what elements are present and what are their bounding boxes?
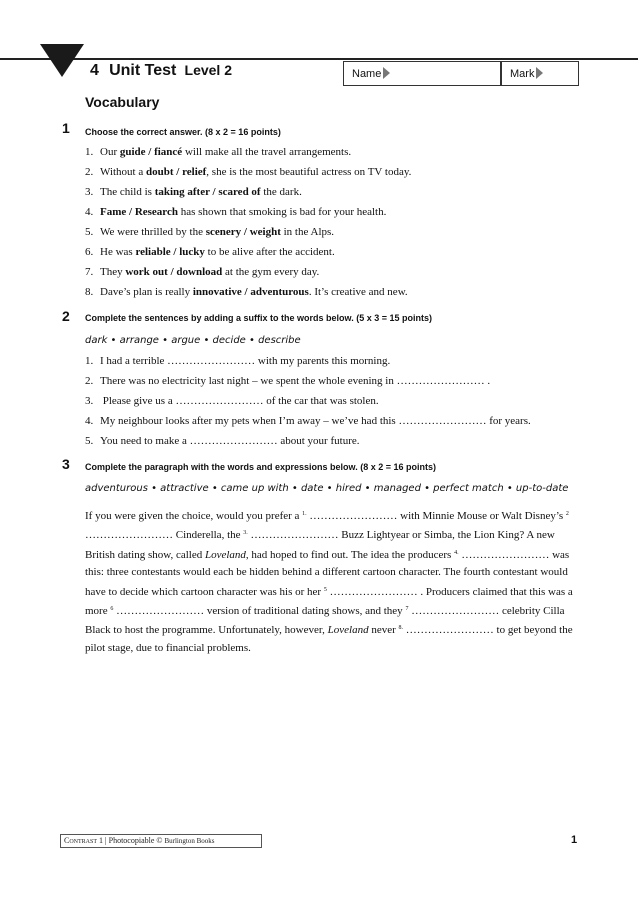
exercise-2-item xyxy=(85,395,379,407)
item-text: Please give us a …………………… of the car that was stolen. xyxy=(100,395,379,407)
paragraph-text: …………………… Buzz Lightyear or Simba, the Lion King? A new British dating show, called xyxy=(85,529,555,561)
name-label: Name xyxy=(352,68,382,80)
item-number: 4. xyxy=(85,415,94,427)
footer-credit: Contrast 1 | Photocopiable © Burlington Books xyxy=(60,834,262,848)
item-choice: scenery / weight xyxy=(205,226,281,238)
exercise-1-item xyxy=(85,286,408,298)
exercise-2-item xyxy=(85,415,531,427)
mark-label: Mark xyxy=(510,68,535,80)
name-arrow-icon xyxy=(383,67,390,79)
paragraph-text: If you were given the choice, would you prefer a xyxy=(85,510,303,522)
item-number: 1. xyxy=(85,355,94,367)
show-title: Loveland xyxy=(204,548,246,561)
item-number: 8. xyxy=(85,286,94,298)
exercise-1-item xyxy=(85,266,319,278)
header-rule xyxy=(0,58,638,60)
item-number: 6. xyxy=(85,246,94,258)
item-choice: innovative / adventurous xyxy=(192,286,309,298)
exercise-1-item xyxy=(85,206,386,218)
gap-number: 8. xyxy=(398,625,404,632)
exercise-2-item xyxy=(85,375,490,387)
gap-number: 2 xyxy=(565,511,569,517)
item-text: will make all the travel arrangements. xyxy=(182,146,352,158)
exercise-1-item xyxy=(85,246,335,258)
level-label: Level 2 xyxy=(184,62,232,78)
paragraph-text: , had hoped to find out. The idea the producers xyxy=(245,548,455,561)
header-triangle-marker xyxy=(40,44,84,77)
paragraph-text: never xyxy=(368,624,399,637)
exercise-1-item xyxy=(85,226,334,238)
item-text: to be alive after the accident. xyxy=(204,246,335,258)
unit-number: 4 xyxy=(90,62,99,79)
item-text: We were thrilled by the xyxy=(100,226,206,238)
item-text: My neighbour looks after my pets when I’m away – we’ve had this …………………… for years. xyxy=(100,415,531,427)
paragraph-text: …………………… . Producers claimed that this was a more xyxy=(85,585,573,618)
item-number: 2. xyxy=(85,166,94,178)
exercise-3-paragraph xyxy=(85,506,585,657)
gap-number: 6 xyxy=(110,606,114,613)
exercise-3-instruction: Complete the paragraph with the words and expressions below. (8 x 2 = 16 points) xyxy=(85,462,436,472)
item-text: Dave’s plan is really xyxy=(100,286,193,298)
item-number: 3. xyxy=(85,186,94,198)
item-choice: doubt / relief xyxy=(146,166,207,178)
exercise-2-item xyxy=(85,355,390,367)
item-text: has shown that smoking is bad for your health. xyxy=(178,206,387,218)
item-text: Without a xyxy=(100,166,146,178)
unit-title xyxy=(90,62,232,80)
show-title: Loveland xyxy=(327,624,369,637)
item-number: 2. xyxy=(85,375,94,387)
item-text: in the Alps. xyxy=(280,226,335,238)
item-text: at the gym every day. xyxy=(222,266,320,278)
page-number: 1 xyxy=(571,834,578,846)
paragraph-text: …………………… with Minnie Mouse or Walt Disney’s xyxy=(306,510,566,522)
item-text: I had a terrible …………………… with my parents this morning. xyxy=(100,355,391,367)
exercise-2-instruction: Complete the sentences by adding a suffix to the words below. (5 x 3 = 15 points) xyxy=(85,313,432,323)
item-number: 1. xyxy=(85,146,94,158)
paragraph-text: …………………… Cinderella, the xyxy=(85,529,244,542)
item-text: They xyxy=(100,266,126,278)
exercise-1-item xyxy=(85,186,302,198)
item-number: 5. xyxy=(85,435,94,447)
item-choice: guide / fiancé xyxy=(119,146,183,158)
exercise-3-wordbank: adventurous • attractive • came up with • date • hired • managed • perfect match • up-to-date xyxy=(85,483,569,494)
footer-photocopiable: Photocopiable xyxy=(108,836,155,845)
item-number: 3. xyxy=(85,395,94,407)
exercise-2-item xyxy=(85,435,359,447)
footer-contrast: Contrast xyxy=(64,836,98,845)
exercise-3-number: 3 xyxy=(62,456,70,472)
paragraph-text: …………………… celebrity Cilla Black to host the programme. Unfortunately, however, xyxy=(85,605,565,637)
unit-label: Unit Test xyxy=(109,62,177,79)
paragraph-text: …………………… version of traditional dating shows, and they xyxy=(113,605,406,618)
item-text: Our xyxy=(100,146,120,158)
gap-number: 5 xyxy=(323,586,327,593)
item-text: . It’s creative and new. xyxy=(308,286,408,298)
item-number: 7. xyxy=(85,266,94,278)
item-text: the dark. xyxy=(260,186,302,198)
exercise-1-instruction: Choose the correct answer. (8 x 2 = 16 points) xyxy=(85,127,281,137)
item-number: 4. xyxy=(85,206,94,218)
footer-level: 1 xyxy=(99,836,104,845)
item-choice: reliable / lucky xyxy=(135,246,205,258)
gap-number: 1. xyxy=(302,511,307,517)
exercise-1-number: 1 xyxy=(62,120,70,136)
section-title: Vocabulary xyxy=(85,94,160,110)
paragraph-text: …………………… to get beyond the pilot stage, due to financial problems. xyxy=(85,624,573,654)
mark-field[interactable] xyxy=(501,61,579,86)
item-choice: taking after / scared of xyxy=(154,186,261,198)
item-text: The child is xyxy=(100,186,155,198)
name-field[interactable] xyxy=(343,61,501,86)
exercise-1-item xyxy=(85,146,351,158)
item-text: , she is the most beautiful actress on TV today. xyxy=(206,166,412,178)
gap-number: 4. xyxy=(454,549,459,556)
item-text: He was xyxy=(100,246,136,258)
gap-number: 3. xyxy=(243,530,248,537)
paragraph-text: …………………… was this: three contestants would each be hidden behind a different cartoon character. The fourth contestant would have to decide which cartoon character was his or her xyxy=(85,548,570,598)
item-choice: work out / download xyxy=(125,266,223,278)
item-choice: Fame / Research xyxy=(100,206,178,218)
item-text: There was no electricity last night – we spent the whole evening in …………………… . xyxy=(100,375,491,387)
item-number: 5. xyxy=(85,226,94,238)
item-text: You need to make a …………………… about your future. xyxy=(100,435,360,447)
mark-arrow-icon xyxy=(536,67,543,79)
gap-number: 7 xyxy=(405,606,409,613)
footer-copyright: © xyxy=(156,836,163,845)
exercise-1-item xyxy=(85,166,411,178)
exercise-2-wordbank: dark • arrange • argue • decide • describe xyxy=(85,335,301,346)
footer-publisher: Burlington Books xyxy=(164,837,215,845)
exercise-2-number: 2 xyxy=(62,308,70,324)
